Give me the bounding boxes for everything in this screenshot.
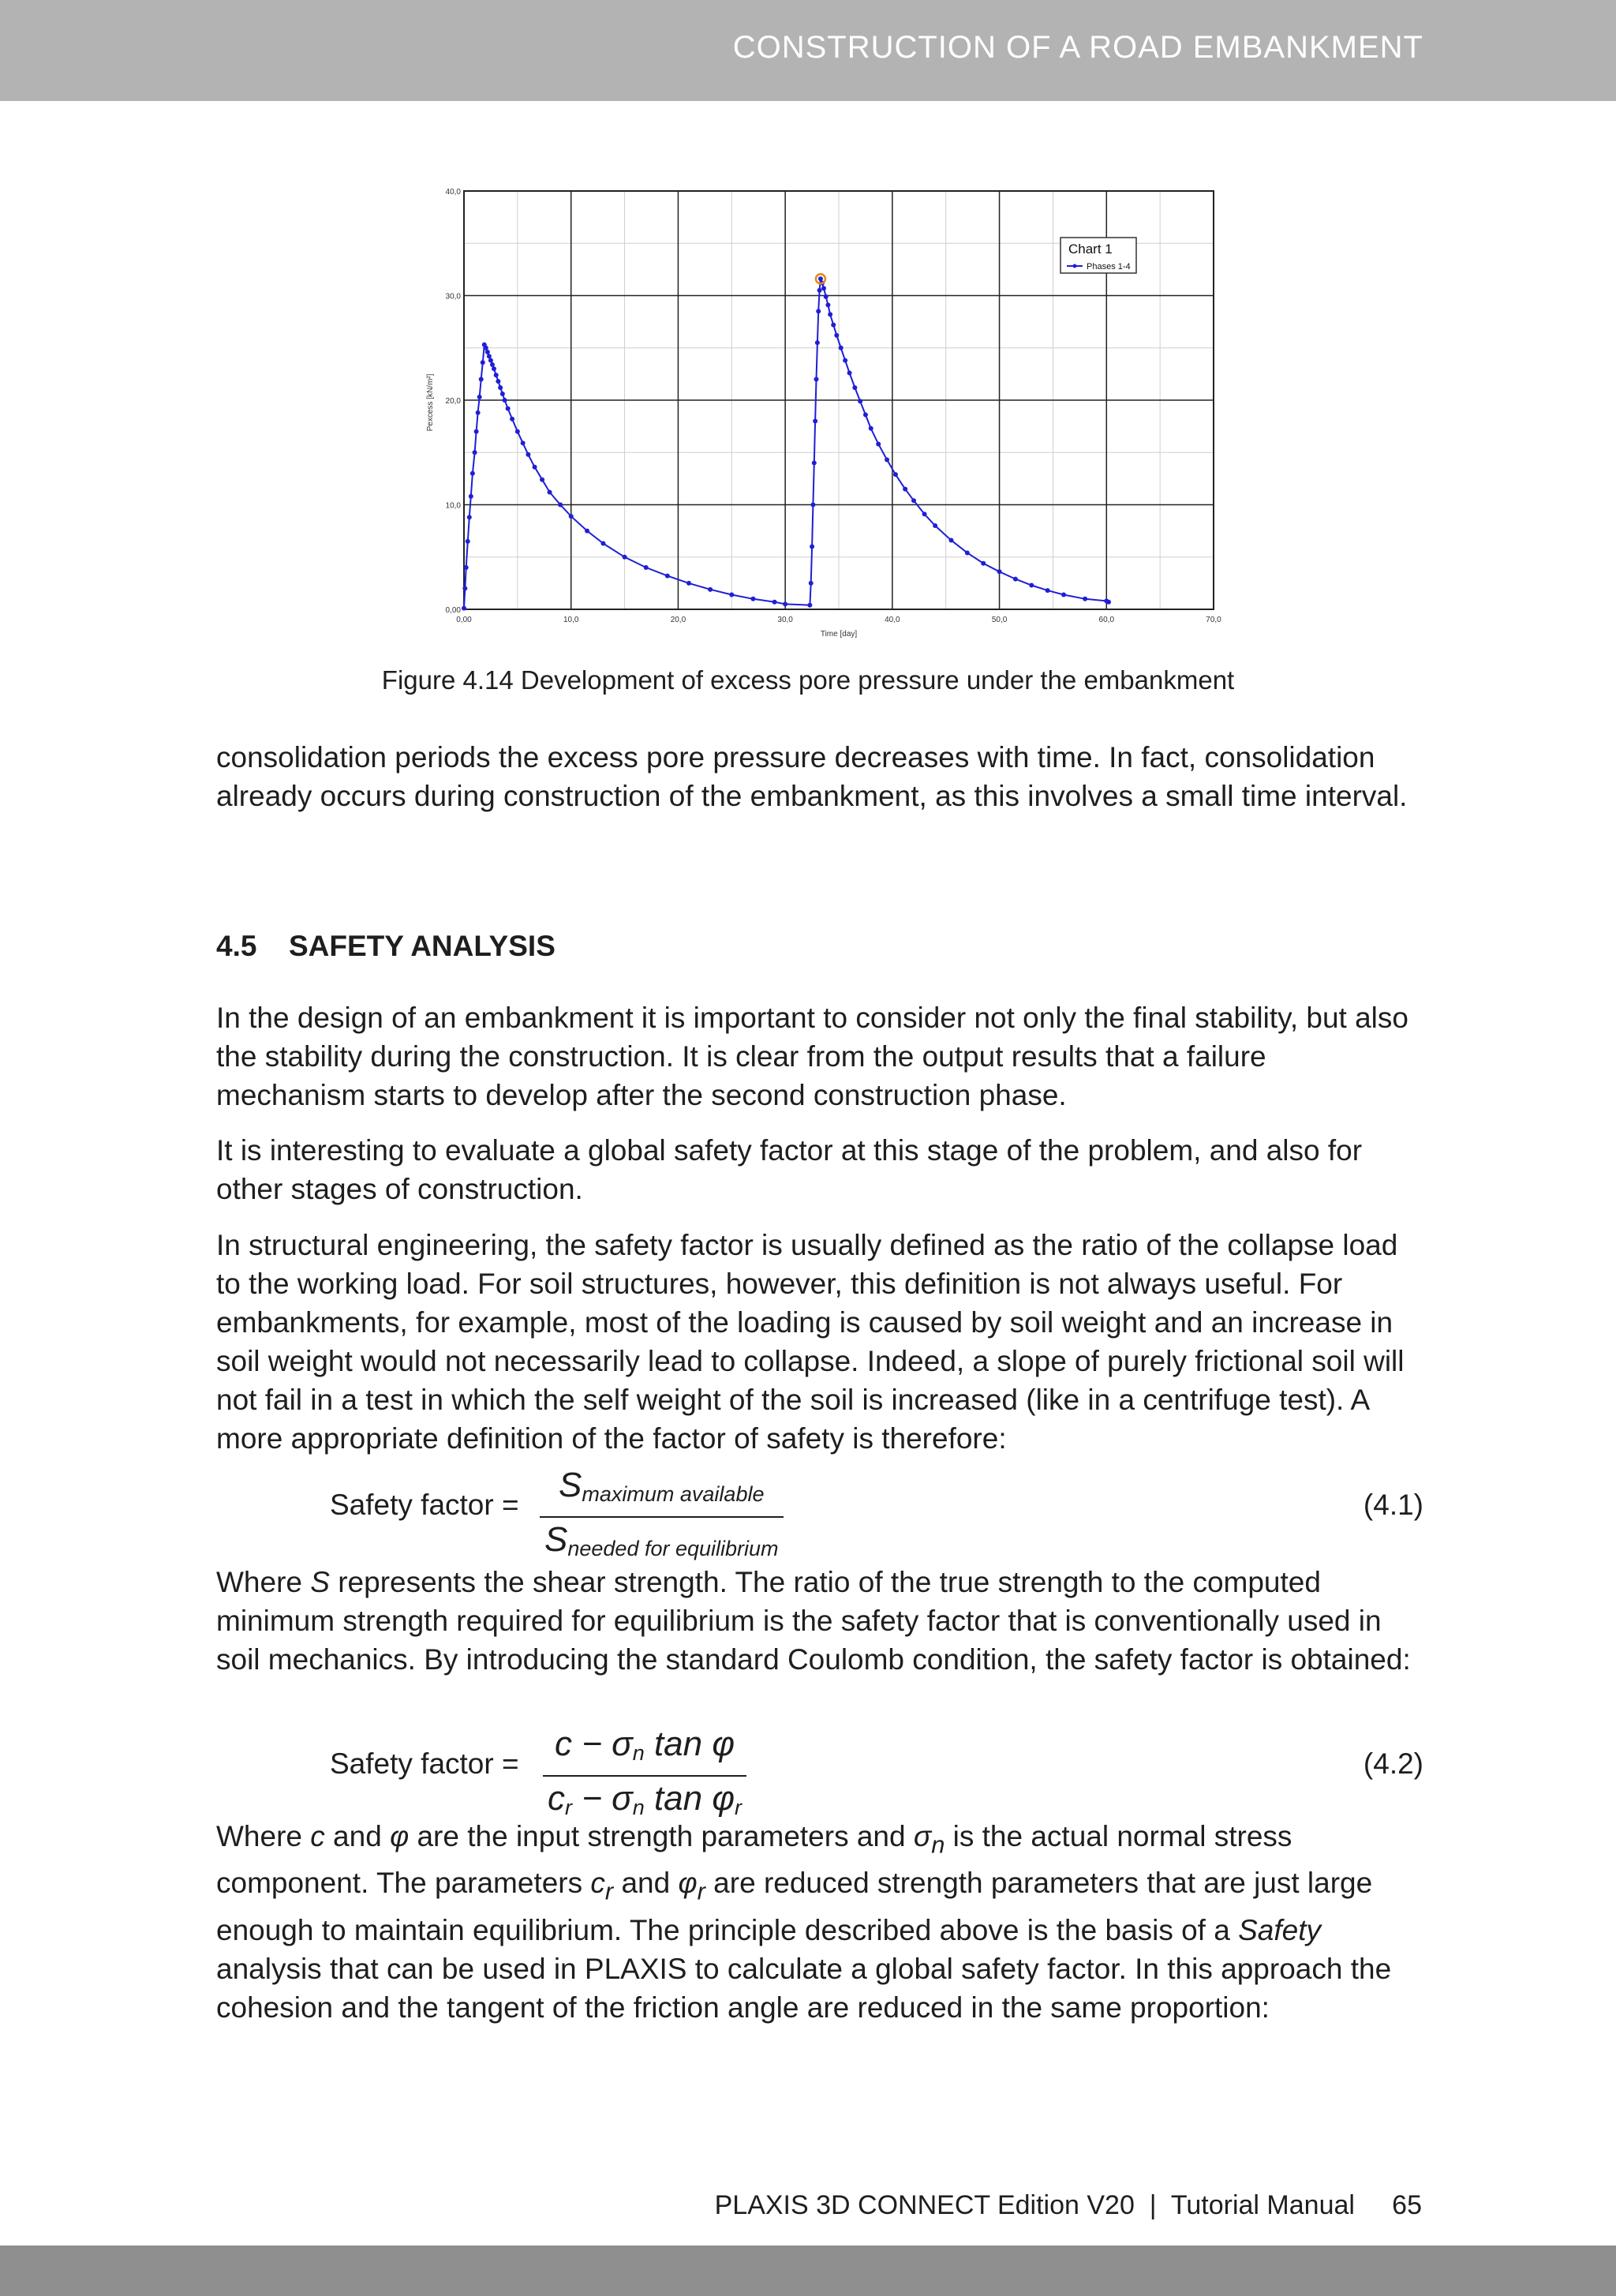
legend-marker [1073, 264, 1077, 268]
data-point [809, 581, 814, 586]
eq2-denominator: $c_r - \sigma_n$ $\tan \varphi_r$ [548, 1779, 743, 1819]
data-point [494, 373, 499, 377]
data-point [750, 597, 755, 601]
y-tick-labels [446, 188, 462, 615]
eq2-number: (4.2) [1363, 1747, 1423, 1780]
data-point [1013, 577, 1018, 582]
x-tick-label: 40,0 [885, 616, 900, 624]
data-point [828, 312, 832, 316]
running-header-title: CONSTRUCTION OF A ROAD EMBANKMENT [732, 30, 1423, 65]
data-point [510, 417, 514, 421]
data-point [488, 358, 493, 363]
equation-4-1 [330, 1463, 1423, 1560]
data-point [548, 490, 552, 495]
page-footer: PLAXIS 3D CONNECT Edition V20 | Tutorial Manual 65 [714, 2190, 1422, 2220]
data-point [503, 398, 507, 403]
data-point [858, 399, 862, 403]
data-point [484, 346, 488, 350]
data-point [1029, 583, 1034, 588]
pore-pressure-chart [410, 174, 1231, 647]
x-axis-label: Time [day] [820, 630, 858, 639]
paragraph-global-safety: It is interesting to evaluate a global safety factor at this stage of the problem, and also for other stages of construction. [216, 1134, 1363, 1205]
eq2-numerator: $c - \sigma_n$ tan φ [543, 1722, 746, 1777]
data-point [623, 555, 627, 560]
data-point [644, 565, 649, 570]
data-point [474, 429, 479, 434]
data-point [818, 276, 823, 281]
data-point [831, 323, 836, 328]
data-point [807, 603, 812, 608]
data-point [569, 514, 574, 519]
eq1-fraction [540, 1463, 784, 1571]
x-tick-label: 30,0 [777, 616, 793, 624]
data-point [470, 471, 475, 476]
data-point [496, 379, 500, 384]
data-point [600, 541, 605, 546]
data-point [949, 538, 954, 543]
eq1-lhs: Safety factor = [330, 1489, 519, 1521]
data-point [852, 385, 857, 390]
data-point [464, 565, 469, 570]
data-point [933, 523, 937, 528]
figure-caption: Figure 4.14 Development of excess pore pressure under the embankment [381, 665, 1235, 695]
data-point [817, 288, 822, 293]
data-point [462, 586, 467, 591]
paragraph-design-stability: In the design of an embankment it is important to consider not only the final stability, but also the stability during the construction. It is clear from the output results that a failure mechanism starts to develop after the second construction phase. [216, 1002, 1408, 1111]
paragraph-strength-parameters: Where c and φ are the input strength parameters and $\sigma_n$ is the actual normal stress component. The parameters $c_r$ and $\varphi_r$ are reduced strength parameters that are just large enough to maintain equilibrium. The principle described above is the basis of a Safety analysis that can be used in PLAXIS to calculate a global safety factor. In this approach the cohesion and the tangent of the friction angle are reduced in the same proportion: [216, 1820, 1392, 2024]
data-point [473, 450, 477, 455]
data-point [814, 377, 819, 382]
data-point [479, 377, 484, 382]
section-title: SAFETY ANALYSIS [289, 930, 556, 962]
paragraph-shear-strength: Where S represents the shear strength. The ratio of the true strength to the computed minimum strength required for equilibrium is the safety factor that is conventionally used in soil mechanics. By introducing the standard Coulomb condition, the safety factor is obtained: [216, 1566, 1411, 1676]
data-point [540, 478, 544, 482]
paragraph-consolidation: consolidation periods the excess pore pressure decreases with time. In fact, consolidation already occurs during construction of the embankment, as this involves a small time interval. [216, 741, 1408, 812]
data-point [729, 592, 734, 597]
data-point [813, 419, 817, 424]
data-point [665, 574, 670, 579]
data-point [462, 606, 466, 611]
data-point [485, 350, 490, 354]
data-point [903, 487, 907, 492]
paragraph-structural-engineering: In structural engineering, the safety factor is usually defined as the ratio of the collapse load to the working load. For soil structures, however, this definition is not always useful. For embankments, for example, most of the loading is caused by soil weight and an increase in soil weight would not necessarily lead to collapse. Indeed, a slope of purely frictional soil will not fail in a test in which the self weight of the soil is increased (like in a centrifuge test). A more appropriate definition of the factor of safety is therefore: [216, 1229, 1405, 1455]
data-point [847, 371, 852, 376]
y-tick-label: 0,00 [445, 606, 461, 615]
x-tick-label: 50,0 [991, 616, 1008, 624]
data-point [885, 458, 889, 463]
data-point [812, 461, 817, 466]
data-point [585, 529, 589, 534]
x-tick-labels [456, 616, 1221, 624]
eq2-fraction [543, 1722, 746, 1830]
data-point [825, 302, 830, 307]
x-tick-label: 70,0 [1206, 616, 1221, 624]
data-point [558, 503, 563, 508]
data-point [466, 539, 470, 544]
series-line-phases [464, 279, 1109, 608]
legend-series-name: Phases 1-4 [1087, 262, 1131, 272]
data-point [810, 503, 815, 508]
x-tick-label: 10,0 [563, 616, 579, 624]
x-tick-label: 20,0 [670, 616, 686, 624]
data-point [876, 442, 881, 447]
data-point [783, 601, 787, 606]
data-point [834, 333, 839, 338]
data-point [481, 360, 485, 365]
eq2-lhs: Safety factor = [330, 1747, 519, 1780]
data-point [772, 600, 777, 605]
data-point [981, 561, 986, 566]
eq1-numerator: $S_{maximum available}$ [540, 1463, 784, 1518]
data-point [526, 452, 530, 457]
data-point [498, 385, 503, 390]
data-point [533, 465, 537, 470]
footer-band [0, 2245, 1616, 2296]
data-point [893, 472, 898, 477]
data-point [922, 511, 927, 516]
data-point [869, 426, 873, 431]
data-point [824, 294, 829, 299]
data-point [476, 410, 481, 415]
section-number: 4.5 [216, 930, 257, 962]
eq1-number: (4.1) [1363, 1489, 1423, 1521]
eq1-denominator: $S_{needed for equilibrium}$ [544, 1520, 779, 1560]
data-point [686, 581, 691, 586]
data-point [911, 498, 916, 503]
chart-legend [1060, 238, 1136, 273]
data-point [515, 429, 520, 434]
x-tick-label: 0,00 [456, 616, 472, 624]
data-point [1106, 600, 1111, 605]
data-point [521, 440, 526, 445]
y-tick-label: 40,0 [445, 188, 461, 197]
equation-4-2 [330, 1722, 1423, 1819]
data-point [863, 413, 868, 418]
data-point [839, 346, 844, 350]
data-point [1046, 588, 1050, 593]
y-axis-label: Pexcess [kN/m²] [426, 373, 435, 432]
data-point [500, 391, 505, 396]
data-point [965, 550, 970, 555]
data-point [821, 286, 826, 290]
data-point [843, 358, 847, 363]
section-heading [216, 930, 556, 963]
data-point [1061, 592, 1066, 597]
data-point [469, 494, 473, 499]
series-points [462, 276, 1111, 610]
y-tick-label: 10,0 [445, 501, 461, 511]
data-point [810, 545, 814, 549]
legend-title: Chart 1 [1068, 242, 1113, 257]
data-point [477, 395, 482, 399]
chart-svg [410, 174, 1231, 647]
data-point [492, 366, 496, 371]
data-point [487, 354, 492, 358]
data-point [815, 340, 820, 345]
x-tick-label: 60,0 [1098, 616, 1115, 624]
y-tick-label: 30,0 [445, 292, 461, 302]
data-point [467, 515, 472, 519]
y-tick-label: 20,0 [445, 397, 461, 406]
data-point [816, 309, 821, 313]
data-point [506, 406, 511, 411]
data-point [490, 362, 495, 367]
data-point [1083, 597, 1087, 601]
data-point [708, 587, 713, 592]
data-point [997, 569, 1002, 574]
